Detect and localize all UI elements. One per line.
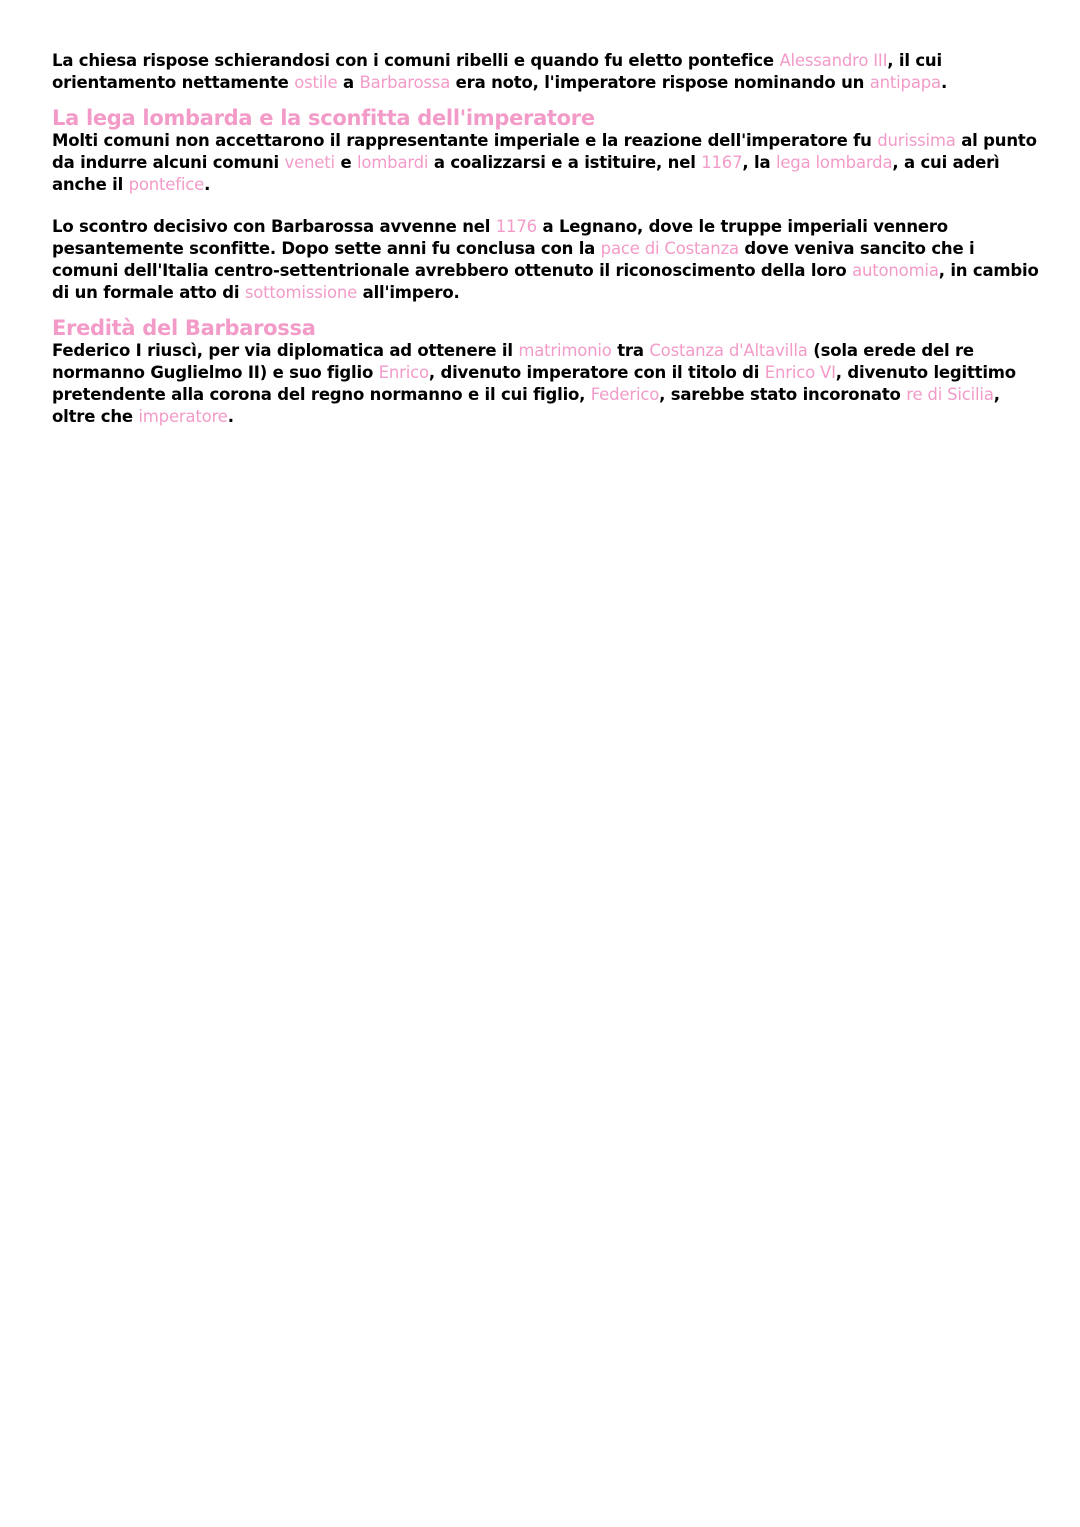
- text-run: , la: [742, 153, 776, 172]
- section-spacer: [52, 94, 1042, 106]
- paragraph-legnano: [52, 216, 1042, 304]
- text-run: Lo scontro decisivo con Barbarossa avvenne nel: [52, 217, 496, 236]
- highlighted-term: imperatore: [138, 407, 228, 426]
- highlighted-term: lombardi: [357, 153, 429, 172]
- text-run: al punto da indurre alcuni comuni: [52, 131, 1037, 172]
- text-run: .: [940, 73, 948, 92]
- highlighted-term: Barbarossa: [359, 73, 451, 92]
- highlighted-term: Enrico: [378, 363, 429, 382]
- highlighted-term: sottomissione: [244, 283, 358, 302]
- text-run: .: [227, 407, 234, 426]
- highlighted-term: Costanza d'Altavilla: [649, 341, 808, 360]
- highlighted-term: 1176: [495, 217, 537, 236]
- text-run: (sola erede del re normanno Guglielmo II) e suo figlio: [52, 341, 974, 382]
- text-run: .: [204, 175, 211, 194]
- text-run: dove veniva sancito che i comuni dell'Italia centro-settentrionale avrebbero ottenuto il riconoscimento della loro: [52, 239, 975, 280]
- highlighted-term: autonomia: [852, 261, 939, 280]
- section-heading-lega-lombarda: La lega lombarda e la sconfitta dell'imperatore: [52, 106, 595, 130]
- paragraph-church-response: [52, 50, 1042, 94]
- text-run: a Legnano, dove le truppe imperiali vennero pesantemente sconfitte. Dopo sette anni fu conclusa con la: [52, 217, 948, 258]
- section-heading-eredita: Eredità del Barbarossa: [52, 316, 316, 340]
- text-run: a coalizzarsi e a istituire, nel: [428, 153, 702, 172]
- text-run: Federico I riuscì, per via diplomatica ad ottenere il: [52, 341, 519, 360]
- highlighted-term: antipapa: [869, 73, 941, 92]
- text-run: , sarebbe stato incoronato: [659, 385, 907, 404]
- paragraph-spacer: [52, 196, 1042, 216]
- highlighted-term: pontefice: [128, 175, 205, 194]
- paragraph-lega-lombarda: [52, 130, 1042, 196]
- highlighted-term: veneti: [284, 153, 335, 172]
- highlighted-term: ostile: [294, 73, 338, 92]
- highlighted-term: re di Sicilia: [906, 385, 994, 404]
- highlighted-term: Enrico VI: [764, 363, 836, 382]
- paragraph-eredita: [52, 340, 1042, 428]
- highlighted-term: Alessandro III: [779, 51, 888, 70]
- highlighted-term: lega lombarda: [775, 153, 893, 172]
- text-run: , in cambio di un formale atto di: [52, 261, 1039, 302]
- text-run: , a cui aderì anche il: [52, 153, 1000, 194]
- highlighted-term: 1167: [701, 153, 743, 172]
- highlighted-term: pace di Costanza: [600, 239, 739, 258]
- text-run: , divenuto legittimo pretendente alla corona del regno normanno e il cui figlio,: [52, 363, 1016, 404]
- text-run: , divenuto imperatore con il titolo di: [428, 363, 765, 382]
- highlighted-term: matrimonio: [518, 341, 612, 360]
- text-run: all'impero.: [357, 283, 460, 302]
- highlighted-term: durissima: [877, 131, 956, 150]
- text-run: , il cui orientamento nettamente: [52, 51, 942, 92]
- text-run: La chiesa rispose schierandosi con i comuni ribelli e quando fu eletto pontefice: [52, 51, 780, 70]
- text-run: e: [334, 153, 358, 172]
- text-run: tra: [611, 341, 650, 360]
- text-run: , oltre che: [52, 385, 1000, 426]
- text-run: era noto, l'imperatore rispose nominando un: [450, 73, 870, 92]
- section-spacer: [52, 304, 1042, 316]
- text-run: a: [337, 73, 360, 92]
- highlighted-term: Federico: [590, 385, 660, 404]
- document-page: [52, 50, 1042, 428]
- text-run: Molti comuni non accettarono il rappresentante imperiale e la reazione dell'imperatore fu: [52, 131, 878, 150]
